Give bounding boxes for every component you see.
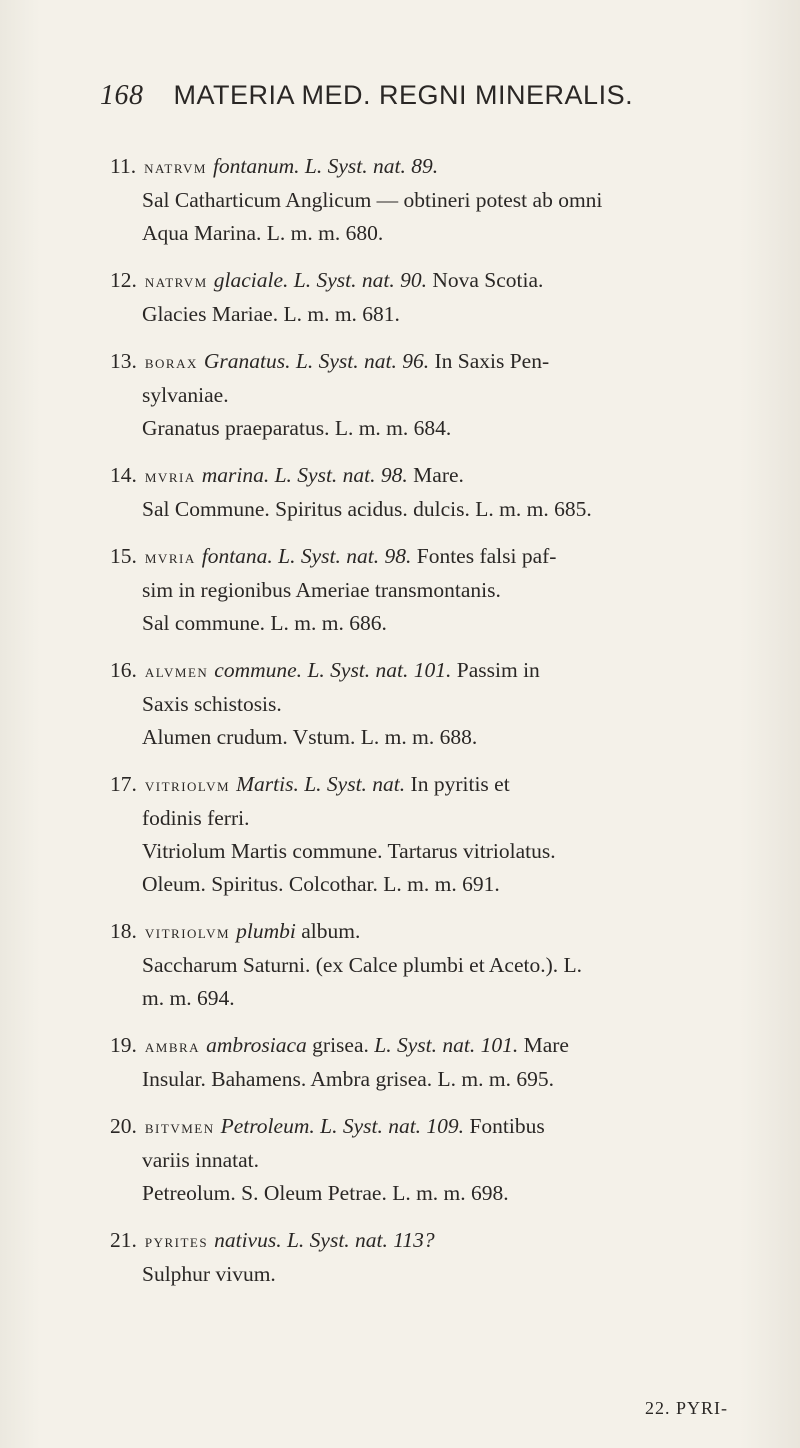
species-epithet: grisea. [312, 1033, 369, 1057]
running-title: MATERIA MED. REGNI MINERALIS. [173, 80, 634, 110]
entry-continuation-line: sylvaniae. [142, 383, 229, 407]
linnaeus-reference: L. Syst. nat. 98. [274, 463, 408, 487]
entry-number: 16. [110, 658, 137, 682]
entry-continuation-line: Saccharum Saturni. (ex Calce plumbi et Aceto.). L. [142, 953, 583, 977]
entry-continuation-line: Vitriolum Martis commune. Tartarus vitriolatus. [142, 839, 556, 863]
locality-text: Mare [523, 1033, 569, 1057]
entry-head-line [110, 1029, 770, 1063]
entry-head-line [110, 540, 770, 574]
genus-name: pyrites [144, 1231, 209, 1251]
genus-name: mvria [144, 466, 196, 486]
mineral-entry [110, 915, 770, 1015]
genus-name: mvria [144, 547, 196, 567]
entry-head-line [110, 768, 770, 802]
genus-name: bitvmen [144, 1117, 215, 1137]
species-name: glaciale. [213, 268, 289, 292]
entry-continuation-line: sim in regionibus Ameriae transmontanis. [142, 578, 501, 602]
entry-continuation-line: m. m. 694. [142, 986, 235, 1010]
entry-number: 15. [110, 544, 137, 568]
linnaeus-reference: L. Syst. nat. 109. [320, 1114, 465, 1138]
entry-head-line [110, 345, 770, 379]
mineral-entry [110, 459, 770, 526]
entry-continuation-line: Sal commune. L. m. m. 686. [142, 611, 387, 635]
entry-head-line [110, 915, 770, 949]
mineral-entry [110, 540, 770, 640]
mineral-entry [110, 654, 770, 754]
linnaeus-reference: L. Syst. nat. 98. [278, 544, 412, 568]
genus-name: borax [144, 352, 198, 372]
species-name: fontanum. [212, 154, 300, 178]
linnaeus-reference: L. Syst. nat. 96. [295, 349, 430, 373]
locality-text: Passim in [456, 658, 540, 682]
species-name: marina. [201, 463, 270, 487]
mineral-entry [110, 1110, 770, 1210]
entry-number: 21. [110, 1228, 137, 1252]
entry-continuation-line: Sal Commune. Spiritus acidus. dulcis. L. m. m. 685. [142, 497, 592, 521]
locality-text: Fontes falsi paf- [416, 544, 557, 568]
species-name: nativus. [214, 1228, 282, 1252]
locality-text: Nova Scotia. [432, 268, 544, 292]
entry-continuation-line: Granatus praeparatus. L. m. m. 684. [142, 416, 452, 440]
entry-number: 18. [110, 919, 137, 943]
entry-continuation-line: Petreolum. S. Oleum Petrae. L. m. m. 698. [142, 1181, 509, 1205]
locality-text: In pyritis et [410, 772, 510, 796]
linnaeus-reference: L. Syst. nat. 89. [304, 154, 439, 178]
entry-number: 13. [110, 349, 137, 373]
linnaeus-reference: L. Syst. nat. 113? [286, 1228, 435, 1252]
entry-head-line [110, 1110, 770, 1144]
entry-number: 14. [110, 463, 137, 487]
entry-continuation-line: Alumen crudum. Vstum. L. m. m. 688. [142, 725, 478, 749]
mineral-entry [110, 264, 770, 331]
linnaeus-reference: L. Syst. nat. [304, 772, 406, 796]
locality-text: In Saxis Pen- [434, 349, 550, 373]
entry-head-line [110, 150, 770, 184]
genus-name: natrvm [144, 271, 208, 291]
species-name: fontana. [201, 544, 273, 568]
entry-continuation-line: Insular. Bahamens. Ambra grisea. L. m. m. 695. [142, 1067, 555, 1091]
entry-continuation-line: Oleum. Spiritus. Colcothar. L. m. m. 691. [142, 872, 500, 896]
linnaeus-reference: L. Syst. nat. 90. [293, 268, 427, 292]
mineral-entry [110, 1029, 770, 1096]
entry-continuation-line: Aqua Marina. L. m. m. 680. [142, 221, 384, 245]
species-name: Petroleum. [220, 1114, 315, 1138]
entry-continuation-line: Saxis schistosis. [142, 692, 282, 716]
entry-continuation-line: fodinis ferri. [142, 806, 250, 830]
running-header [100, 80, 760, 130]
species-name: Martis. [236, 772, 299, 796]
entry-continuation-line: Glacies Mariae. L. m. m. 681. [142, 302, 400, 326]
entry-head-line [110, 459, 770, 493]
entry-continuation-line: variis innatat. [142, 1148, 260, 1172]
entry-number: 19. [110, 1033, 137, 1057]
genus-name: vitriolvm [144, 775, 231, 795]
entry-continuation-line: Sal Catharticum Anglicum — obtineri potest ab omni [142, 188, 603, 212]
genus-name: alvmen [144, 661, 209, 681]
entry-number: 11. [110, 154, 137, 178]
entry-head-line [110, 1224, 770, 1258]
mineral-entry [110, 345, 770, 445]
species-name: commune. [214, 658, 303, 682]
locality-text: Fontibus [469, 1114, 545, 1138]
mineral-entry [110, 768, 770, 901]
linnaeus-reference: L. Syst. nat. 101. [374, 1033, 519, 1057]
entry-continuation-line: Sulphur vivum. [142, 1262, 276, 1286]
species-name: ambrosiaca [206, 1033, 307, 1057]
genus-name: vitriolvm [144, 922, 231, 942]
entry-number: 20. [110, 1114, 137, 1138]
entry-head-line [110, 264, 770, 298]
catchword: 22. PYRI- [645, 1398, 729, 1418]
entry-number: 17. [110, 772, 137, 796]
entry-list [110, 150, 770, 1305]
genus-name: ambra [144, 1036, 201, 1056]
genus-name: natrvm [144, 157, 207, 177]
linnaeus-reference: L. Syst. nat. 101. [307, 658, 452, 682]
species-name: Granatus. [203, 349, 291, 373]
page-number: 168 [100, 80, 144, 111]
species-name: plumbi [236, 919, 296, 943]
entry-number: 12. [110, 268, 137, 292]
entry-head-line [110, 654, 770, 688]
mineral-entry [110, 1224, 770, 1291]
locality-text: album. [301, 919, 361, 943]
mineral-entry [110, 150, 770, 250]
locality-text: Mare. [413, 463, 464, 487]
